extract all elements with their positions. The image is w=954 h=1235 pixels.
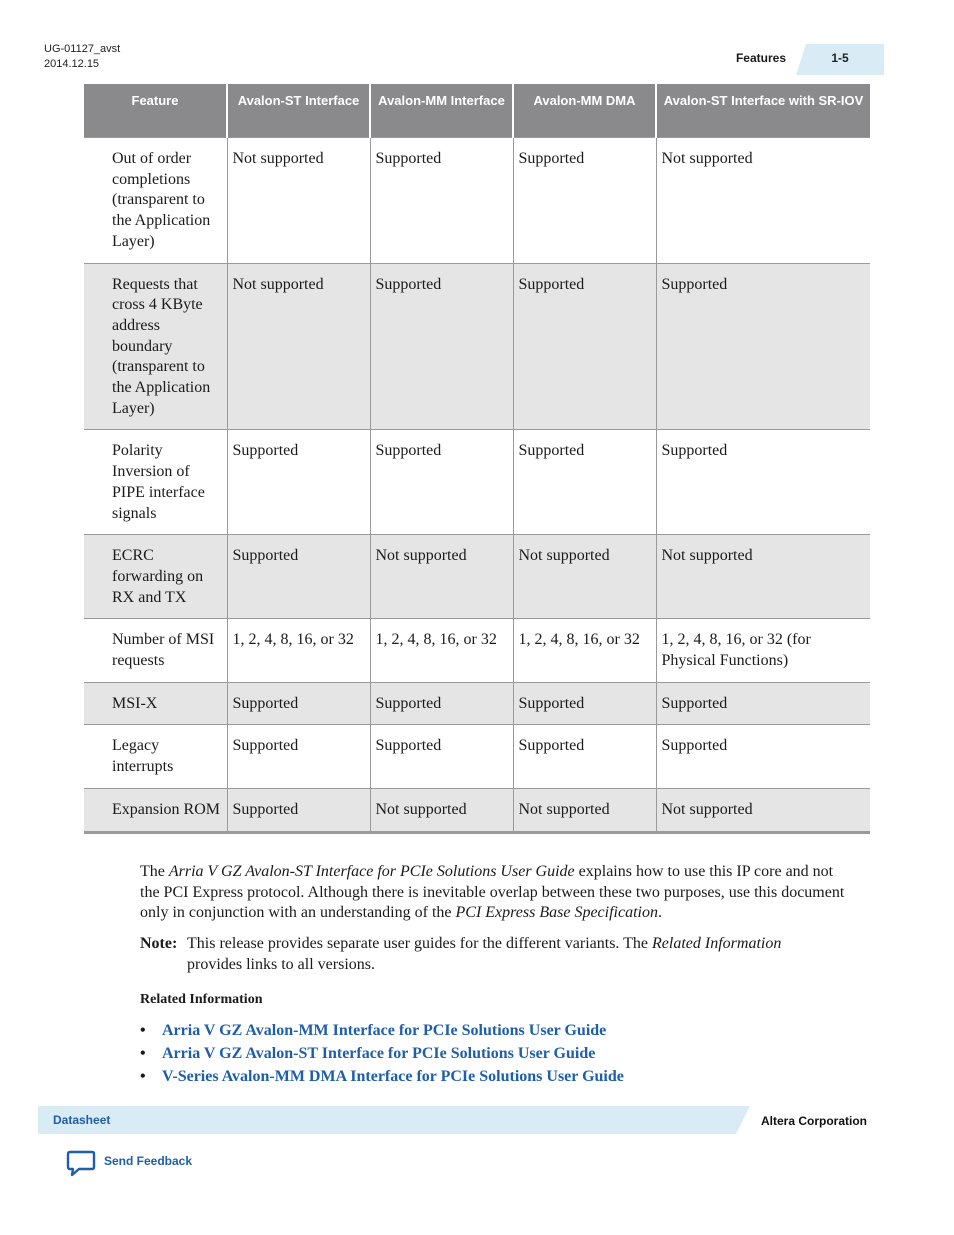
table-cell: Supported — [656, 682, 870, 725]
related-link[interactable]: Arria V GZ Avalon-ST Interface for PCIe Solutions User Guide — [162, 1045, 596, 1062]
feature-comparison-table — [84, 84, 870, 834]
table-cell: Not supported — [370, 535, 513, 619]
related-links-list — [140, 1019, 624, 1088]
table-cell: Supported — [656, 430, 870, 535]
list-item — [140, 1042, 624, 1065]
related-information-heading: Related Information — [140, 992, 263, 1007]
send-feedback-label: Send Feedback — [104, 1154, 193, 1168]
column-header: Avalon-ST Interface — [227, 84, 370, 138]
table-cell: Not supported — [656, 138, 870, 264]
section-title: Features — [735, 51, 786, 65]
column-header: Avalon-ST Interface with SR-IOV — [656, 84, 870, 138]
table-cell: Supported — [656, 725, 870, 788]
feature-cell: Number of MSI requests — [84, 619, 227, 682]
table-cell: Supported — [513, 263, 656, 430]
note-text: This release provides separate user guides for the different variants. The — [187, 935, 653, 952]
footer-corporation: Altera Corporation — [761, 1114, 868, 1128]
table-cell: Supported — [370, 725, 513, 788]
feature-cell: Requests that cross 4 KByte address boundary (transparent to the Application Layer) — [84, 263, 227, 430]
para-text: . — [657, 904, 662, 922]
user-guide-title: Arria V GZ Avalon-ST Interface for PCIe Solutions User Guide — [168, 863, 575, 880]
column-header: Avalon-MM Interface — [370, 84, 513, 138]
table-header-row — [84, 84, 870, 138]
table-cell: Supported — [227, 535, 370, 619]
para-text: explains how to use this IP core and not the PCI Express protocol. Although there is inevitable overlap between these two purposes, use this document only in conjunction with an understanding of the — [140, 863, 845, 922]
list-item — [140, 1065, 624, 1088]
table-cell: Not supported — [656, 535, 870, 619]
table-cell: Not supported — [370, 788, 513, 832]
table-row — [84, 430, 870, 535]
footer-datasheet-label: Datasheet — [53, 1113, 111, 1127]
page-number: 1-5 — [831, 51, 849, 65]
feature-cell: ECRC forwarding on RX and TX — [84, 535, 227, 619]
table-cell: 1, 2, 4, 8, 16, or 32 — [227, 619, 370, 682]
table-cell: Supported — [370, 430, 513, 535]
document-id — [44, 42, 120, 72]
table-cell: Supported — [227, 682, 370, 725]
para-text: The — [140, 863, 169, 880]
table-cell: Supported — [227, 430, 370, 535]
feature-cell: MSI-X — [84, 682, 227, 725]
table-row — [84, 619, 870, 682]
speech-bubble-icon — [66, 1150, 96, 1178]
table-cell: Supported — [513, 430, 656, 535]
table-cell: Supported — [513, 138, 656, 264]
feature-cell: Out of order completions (transparent to the Application Layer) — [84, 138, 227, 264]
table-cell: 1, 2, 4, 8, 16, or 32 — [513, 619, 656, 682]
bullet: • — [140, 1045, 146, 1062]
table-cell: Supported — [370, 682, 513, 725]
note-block — [140, 934, 855, 975]
table-cell: Not supported — [656, 788, 870, 832]
table-cell: Supported — [656, 263, 870, 430]
table-cell: Supported — [227, 725, 370, 788]
spec-title: PCI Express Base Specification — [455, 904, 658, 922]
table-cell: 1, 2, 4, 8, 16, or 32 (for Physical Functions) — [656, 619, 870, 682]
related-link[interactable]: Arria V GZ Avalon-MM Interface for PCIe Solutions User Guide — [162, 1022, 607, 1039]
table-cell: Supported — [513, 725, 656, 788]
footer-bar-shape — [38, 1106, 750, 1134]
table-cell: Not supported — [227, 138, 370, 264]
doc-id-text: UG-01127_avst — [44, 43, 121, 55]
table-row — [84, 263, 870, 430]
table-cell: Supported — [370, 138, 513, 264]
note-text: provides links to all versions. — [187, 955, 375, 973]
related-link[interactable]: V-Series Avalon-MM DMA Interface for PCIe Solutions User Guide — [162, 1068, 624, 1085]
table-cell: Not supported — [227, 263, 370, 430]
intro-paragraph — [140, 862, 855, 924]
note-reference: Related Information — [652, 935, 782, 952]
column-header: Avalon-MM DMA — [513, 84, 656, 138]
feature-cell: Expansion ROM — [84, 788, 227, 832]
table-row — [84, 682, 870, 725]
table-cell: Supported — [370, 263, 513, 430]
bullet: • — [140, 1022, 146, 1039]
feature-cell: Legacy interrupts — [84, 725, 227, 788]
table-cell: Not supported — [513, 535, 656, 619]
table-row — [84, 788, 870, 832]
note-label: Note: — [140, 935, 178, 952]
table-cell: Supported — [227, 788, 370, 832]
bullet: • — [140, 1068, 146, 1085]
table-row — [84, 535, 870, 619]
column-header: Feature — [84, 84, 227, 138]
doc-date: 2014.12.15 — [44, 58, 100, 70]
table-cell: Not supported — [513, 788, 656, 832]
footer-bar — [38, 1106, 750, 1134]
table-cell: Supported — [513, 682, 656, 725]
page-number-tab — [796, 44, 884, 75]
table-cell: 1, 2, 4, 8, 16, or 32 — [370, 619, 513, 682]
table-row — [84, 725, 870, 788]
list-item — [140, 1019, 624, 1042]
table-row — [84, 138, 870, 264]
feature-cell: Polarity Inversion of PIPE interface signals — [84, 430, 227, 535]
